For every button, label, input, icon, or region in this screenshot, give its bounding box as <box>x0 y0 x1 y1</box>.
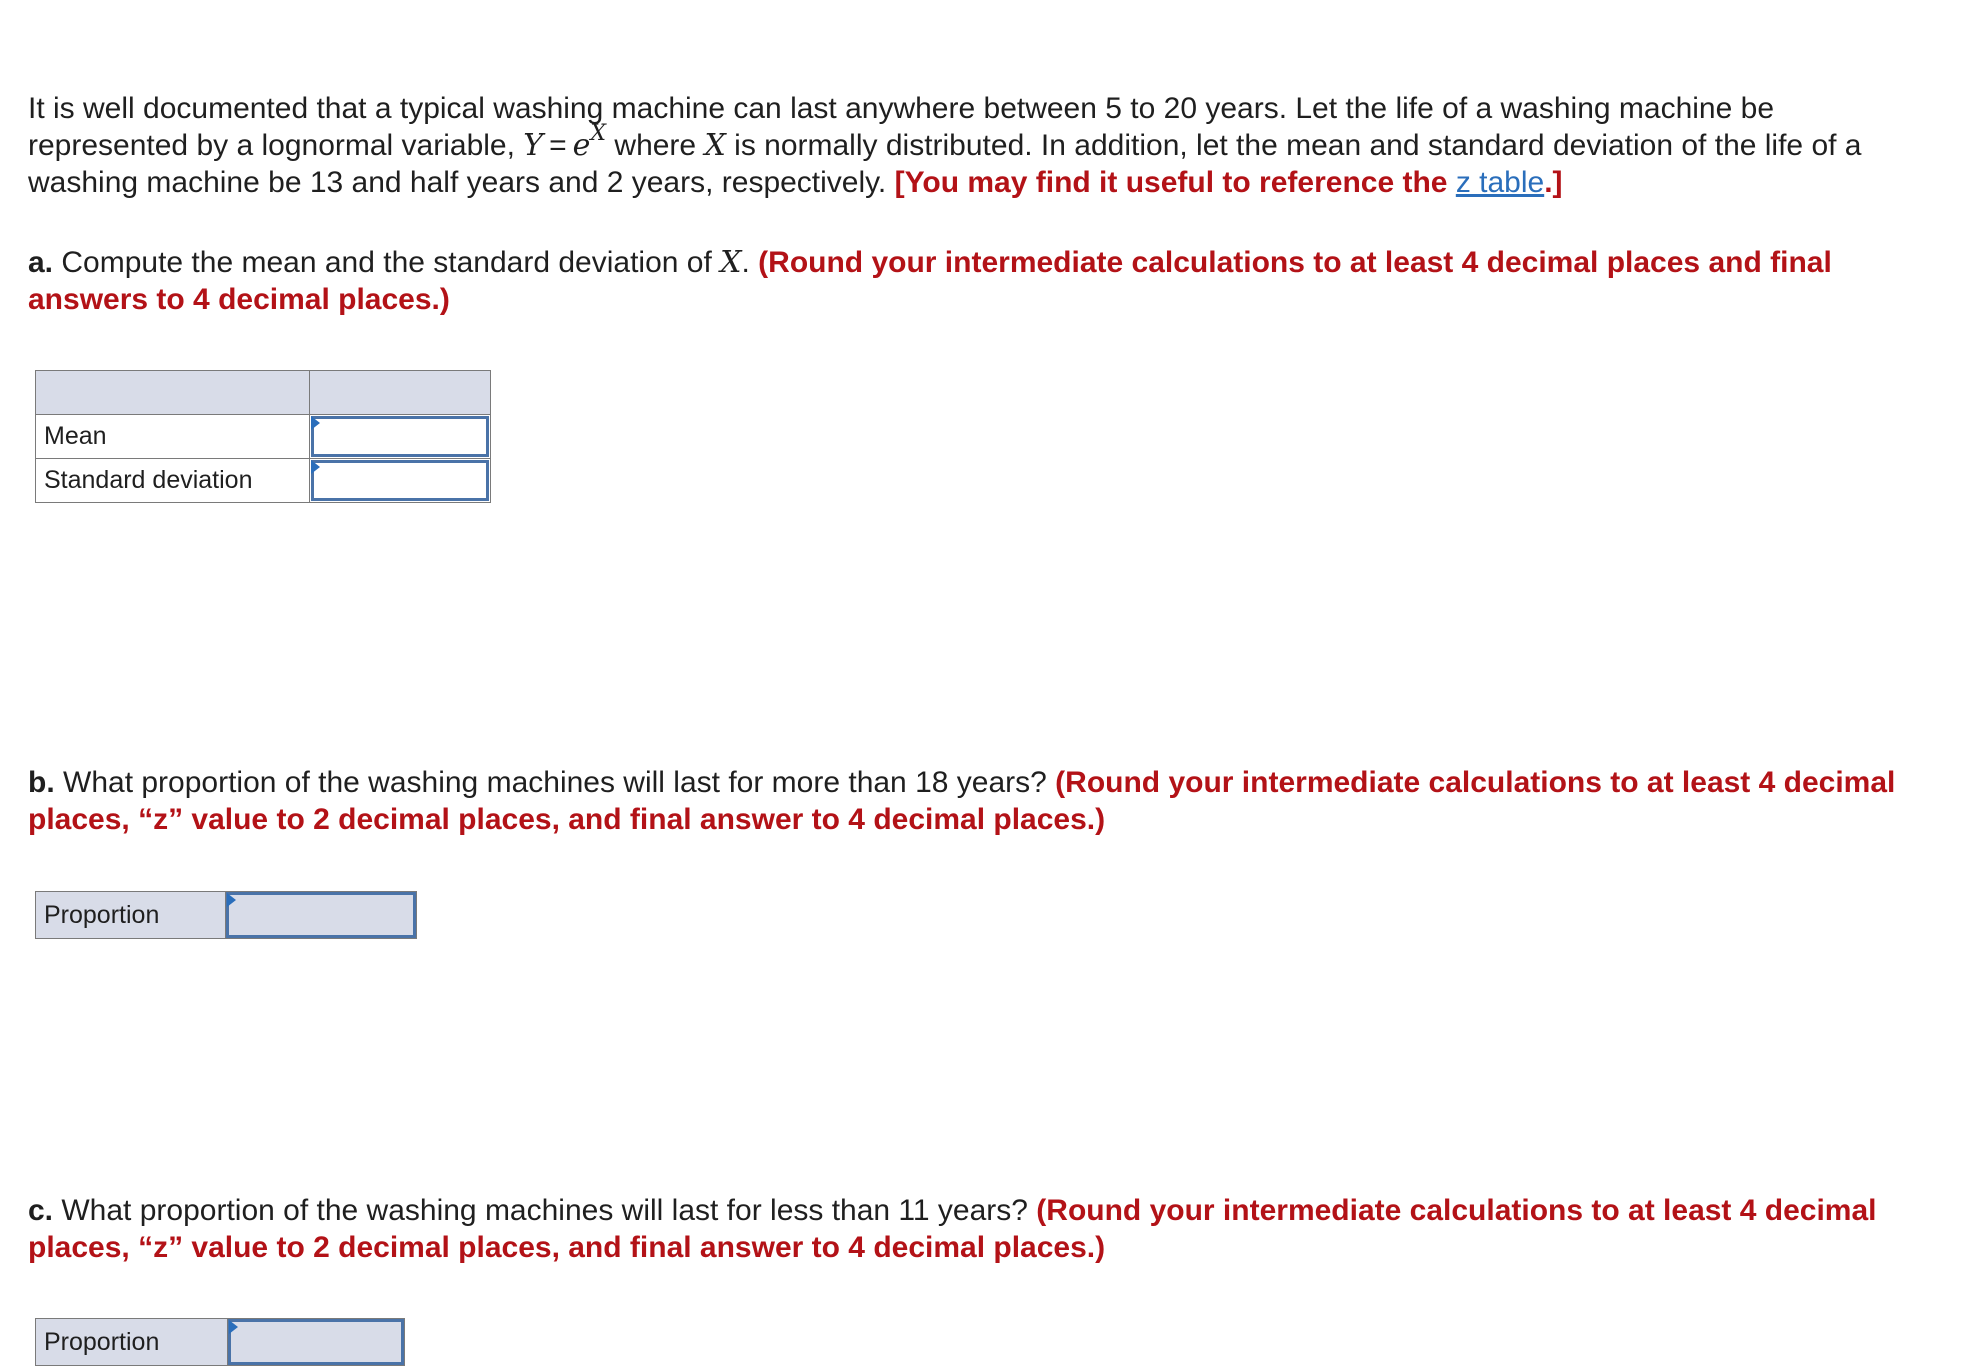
answer-marker-icon <box>229 1320 238 1334</box>
z-table-link[interactable]: z table <box>1455 166 1545 199</box>
mean-input[interactable] <box>311 416 489 457</box>
part-b-proportion-label: Proportion <box>36 892 226 938</box>
part-a-header-row <box>36 371 491 415</box>
problem-statement <box>28 90 1938 201</box>
part-b-lead: b. <box>28 766 55 799</box>
part-a-row-mean <box>36 415 491 459</box>
answer-marker-icon <box>311 460 320 474</box>
part-a-question <box>28 244 1938 318</box>
part-a-answer-table <box>35 370 491 503</box>
part-c-proportion-label: Proportion <box>36 1319 228 1365</box>
variable-x: X <box>704 128 726 163</box>
answer-marker-icon <box>311 416 320 430</box>
part-c-answer-cell <box>228 1319 404 1365</box>
intro-text-start: It is well documented that a typical washing machine can last anywhere between 5 to 20 years. Let the life of a washing machine be represented by a lognormal variable, <box>28 92 1775 162</box>
part-a-question-start: Compute the mean and the standard deviation of <box>53 246 721 279</box>
part-b-question-text: What proportion of the washing machines will last for more than 18 years? <box>54 766 1056 799</box>
part-c-lead: c. <box>28 1194 54 1227</box>
reference-prefix: [You may find it useful to reference the <box>894 166 1456 199</box>
answer-marker-icon <box>227 893 236 907</box>
reference-note <box>895 166 1563 199</box>
base-e: e <box>572 128 591 163</box>
part-a-instruction: (Round your intermediate calculations to at least 4 decimal places and final answers to 4 decimal places.) <box>28 246 1832 316</box>
part-c-question <box>28 1192 1938 1266</box>
exponent-x: X <box>590 121 607 146</box>
part-b-answer-cell <box>226 892 416 938</box>
intro-where: where <box>606 129 705 162</box>
reference-suffix: .] <box>1544 166 1563 199</box>
part-b-instruction: (Round your intermediate calculations to at least 4 decimal places, “z” value to 2 decimal places, and final answer to 4 decimal places.) <box>28 766 1896 836</box>
part-b-proportion-input[interactable] <box>226 892 416 938</box>
standard-deviation-answer-cell <box>309 459 490 503</box>
equals-sign: = <box>549 129 567 162</box>
part-b-answer-row <box>35 891 417 939</box>
standard-deviation-input[interactable] <box>311 460 489 501</box>
part-a-question-end: . <box>741 246 759 279</box>
intro-text-rest: is normally distributed. In addition, let the mean and standard deviation of the life of a washing machine be 13 and half years and 2 years, respectively. <box>28 129 1862 199</box>
part-c-instruction: (Round your intermediate calculations to at least 4 decimal places, “z” value to 2 decimal places, and final answer to 4 decimal places.) <box>28 1194 1877 1264</box>
part-a-header-cell-label <box>36 371 310 415</box>
part-b-question <box>28 764 1938 838</box>
mean-answer-cell <box>309 415 490 459</box>
variable-y: Y <box>523 128 544 163</box>
part-a-row-std <box>36 459 491 503</box>
part-a-lead: a. <box>28 246 54 279</box>
part-c-answer-row <box>35 1318 405 1366</box>
part-c-question-text: What proportion of the washing machines will last for less than 11 years? <box>53 1194 1037 1227</box>
part-a-header-cell-value <box>309 371 490 415</box>
part-a-variable-x: X <box>720 245 742 280</box>
mean-label: Mean <box>36 415 310 459</box>
part-c-proportion-input[interactable] <box>228 1319 404 1365</box>
standard-deviation-label: Standard deviation <box>36 459 310 503</box>
